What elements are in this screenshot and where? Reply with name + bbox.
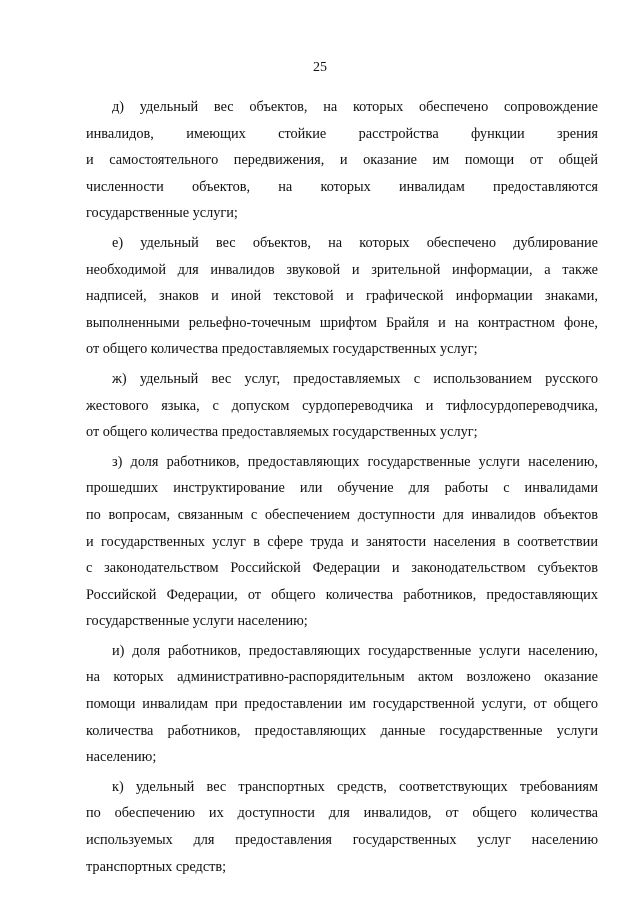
text-line: количества работников, предоставляющих данные государственные услуги bbox=[86, 722, 598, 739]
text-line: от общего количества предоставляемых государственных услуг; bbox=[86, 341, 478, 358]
text-line: жестового языка, с допуском сурдопереводчика и тифлосурдопереводчика, bbox=[86, 397, 598, 414]
text-line: от общего количества предоставляемых государственных услуг; bbox=[86, 424, 478, 441]
text-line: населению; bbox=[86, 749, 157, 766]
text-line: транспортных средств; bbox=[86, 858, 227, 875]
text-line: государственные услуги; bbox=[86, 205, 238, 222]
text-line: инвалидов, имеющих стойкие расстройства функции зрения bbox=[86, 125, 598, 142]
text-line: прошедших инструктирование или обучение для работы с инвалидами bbox=[86, 480, 598, 497]
text-line: д) удельный вес объектов, на которых обеспечено сопровождение bbox=[112, 99, 598, 115]
text-line: и) доля работников, предоставляющих государственные услуги населению, bbox=[112, 642, 598, 659]
paragraph bbox=[86, 449, 598, 635]
text-line: с законодательством Российской Федерации и законодательством субъектов bbox=[86, 560, 598, 577]
text-line: и самостоятельного передвижения, и оказание им помощи от общей bbox=[86, 152, 598, 169]
text-line: е) удельный вес объектов, на которых обеспечено дублирование bbox=[112, 234, 598, 251]
page-number: 25 bbox=[313, 60, 327, 75]
text-line: ж) удельный вес услуг, предоставляемых с использованием русского bbox=[112, 370, 598, 387]
text-line: к) удельный вес транспортных средств, соответствующих требованиям bbox=[112, 778, 598, 795]
paragraph bbox=[86, 230, 598, 363]
text-line: Российской Федерации, от общего количества работников, предоставляющих bbox=[86, 586, 598, 603]
paragraph bbox=[86, 774, 598, 880]
text-line: по обеспечению их доступности для инвалидов, от общего количества bbox=[86, 805, 598, 822]
text-line: на которых административно-распорядительным актом возложено оказание bbox=[86, 669, 598, 686]
document-body bbox=[86, 94, 598, 880]
text-line: и государственных услуг в сфере труда и занятости населения в соответствии bbox=[86, 533, 598, 550]
paragraph bbox=[86, 638, 598, 771]
paragraph bbox=[86, 366, 598, 446]
paragraph bbox=[86, 94, 598, 227]
text-line: используемых для предоставления государственных услуг населению bbox=[86, 832, 598, 849]
text-line: численности объектов, на которых инвалидам предоставляются bbox=[86, 178, 598, 195]
text-line: помощи инвалидам при предоставлении им государственной услуги, от общего bbox=[86, 696, 598, 713]
text-line: выполненными рельефно-точечным шрифтом Брайля и на контрастном фоне, bbox=[86, 314, 598, 331]
text-line: государственные услуги населению; bbox=[86, 613, 308, 630]
text-line: необходимой для инвалидов звуковой и зрительной информации, а также bbox=[86, 261, 598, 278]
text-line: по вопросам, связанным с обеспечением доступности для инвалидов объектов bbox=[86, 506, 598, 523]
text-line: надписей, знаков и иной текстовой и графической информации знаками, bbox=[86, 288, 598, 305]
text-line: з) доля работников, предоставляющих государственные услуги населению, bbox=[112, 453, 598, 470]
